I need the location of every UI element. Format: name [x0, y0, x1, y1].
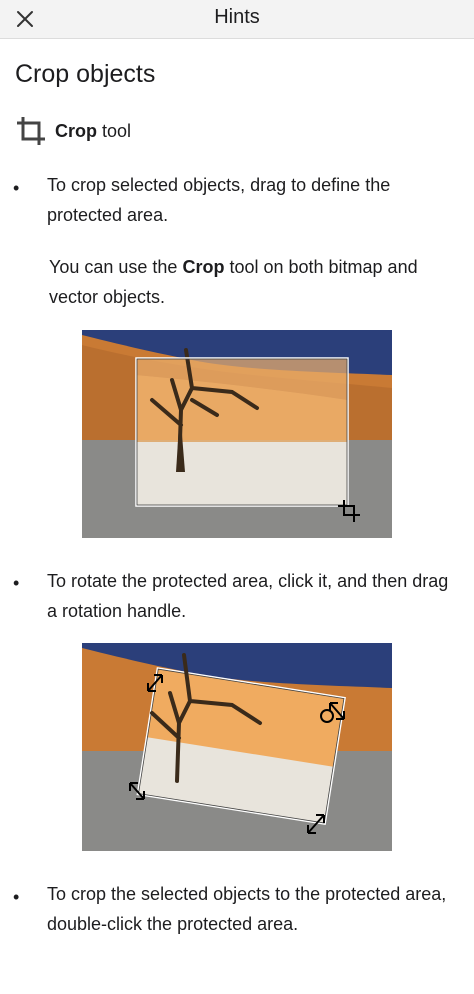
tool-label	[55, 121, 131, 142]
bullet-marker: •	[13, 178, 20, 198]
tool-name: Crop	[55, 120, 97, 141]
bullet-marker: •	[13, 887, 20, 907]
title-bar	[0, 0, 474, 39]
tool-suffix: tool	[102, 120, 132, 141]
rotate-example-image	[82, 643, 392, 851]
tool-row	[15, 115, 131, 147]
bullet-1-text: To crop selected objects, drag to define the protected area.	[47, 175, 391, 225]
page-title: Crop objects	[15, 60, 156, 88]
crop-icon	[15, 115, 47, 147]
crop-word: Crop	[182, 257, 225, 277]
bullet-3-text: To crop the selected objects to the protected area, double-click the protected area.	[47, 884, 447, 934]
bullet-1-note: You can use the Crop tool on both bitmap and vector objects.	[49, 257, 418, 307]
bullet-2-text: To rotate the protected area, click it, and then drag a rotation handle.	[47, 571, 449, 621]
crop-example-image	[82, 330, 392, 538]
window-title: Hints	[214, 6, 260, 28]
bullet-marker: •	[13, 573, 20, 593]
